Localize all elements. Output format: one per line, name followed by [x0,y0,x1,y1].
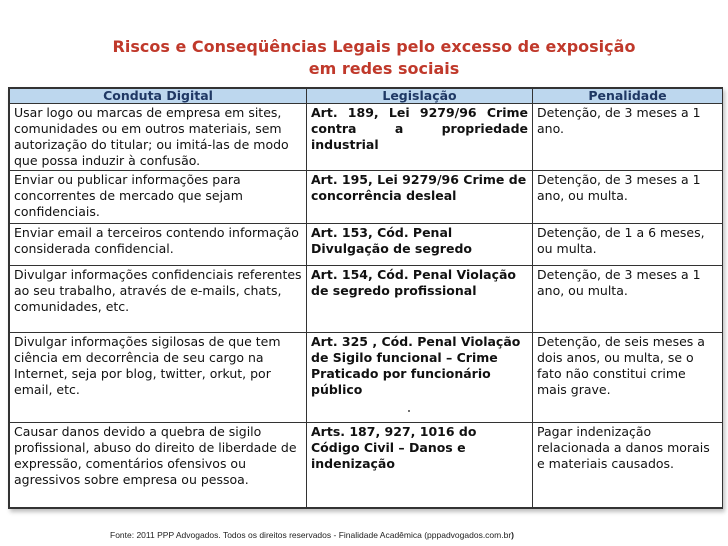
cell-penalidade: Detenção, de 3 meses a 1 ano. [533,104,723,171]
cell-legislacao: Arts. 187, 927, 1016 do Código Civil – Danos e indenização [307,422,533,507]
header-penalidade: Penalidade [533,89,723,104]
slide-title-line-1: Riscos e Conseqüências Legais pelo excesso de exposição [112,37,636,56]
cell-conduta: Divulgar informações confidenciais referentes ao seu trabalho, através de e-mails, chats, comunidades, etc. [10,266,307,333]
header-conduta: Conduta Digital [10,89,307,104]
slide-title [0,36,728,80]
cell-conduta: Causar danos devido a quebra de sigilo profissional, abuso do direito de liberdade de expressão, comentários ofensivos ou agressivos sobre empresa ou pessoa. [10,422,307,507]
cell-legislacao: Art. 189, Lei 9279/96 Crime contra a propriedade industrial [307,104,533,171]
cell-legislacao: Art. 154, Cód. Penal Violação de segredo profissional [307,266,533,333]
cell-conduta: Divulgar informações sigilosas de que tem ciência em decorrência de seu cargo na Internet, seja por blog, twitter, orkut, por email, etc. [10,333,307,422]
footer-end: ) [511,530,515,540]
cell-penalidade: Detenção, de seis meses a dois anos, ou multa, se o fato não constitui crime mais grave. [533,333,723,422]
legal-risks-table [8,87,723,509]
table-row [10,104,723,171]
source-footer [110,530,514,540]
cell-penalidade: Detenção, de 3 meses a 1 ano, ou multa. [533,170,723,223]
slide-title-line-2: em redes sociais [308,59,460,78]
table-header-row [10,89,723,104]
cell-legislacao: Art. 325 , Cód. Penal Violação de Sigilo funcional – Crime Praticado por funcionário público [307,333,533,422]
cell-legislacao: Art. 153, Cód. Penal Divulgação de segredo [307,223,533,266]
cell-penalidade: Pagar indenização relacionada a danos morais e materiais causados. [533,422,723,507]
footer-text: Fonte: 2011 PPP Advogados. Todos os direitos reservados - Finalidade Acadêmica (pppadvogados.com.br [110,530,512,540]
table-row [10,422,723,507]
table-row [10,333,723,422]
cell-penalidade: Detenção, de 3 meses a 1 ano, ou multa. [533,266,723,333]
cell-conduta: Enviar email a terceiros contendo informação considerada confidencial. [10,223,307,266]
header-legislacao: Legislação [307,89,533,104]
cell-conduta: Usar logo ou marcas de empresa em sites, comunidades ou em outros materiais, sem autorização do titular; ou imitá-las de modo que possa induzir à confusão. [10,104,307,171]
cell-penalidade: Detenção, de 1 a 6 meses, ou multa. [533,223,723,266]
table-row [10,170,723,223]
cell-conduta: Enviar ou publicar informações para concorrentes de mercado que sejam confidenciais. [10,170,307,223]
stray-dot-mark [408,410,410,412]
table-row [10,266,723,333]
table-row [10,223,723,266]
cell-legislacao: Art. 195, Lei 9279/96 Crime de concorrência desleal [307,170,533,223]
